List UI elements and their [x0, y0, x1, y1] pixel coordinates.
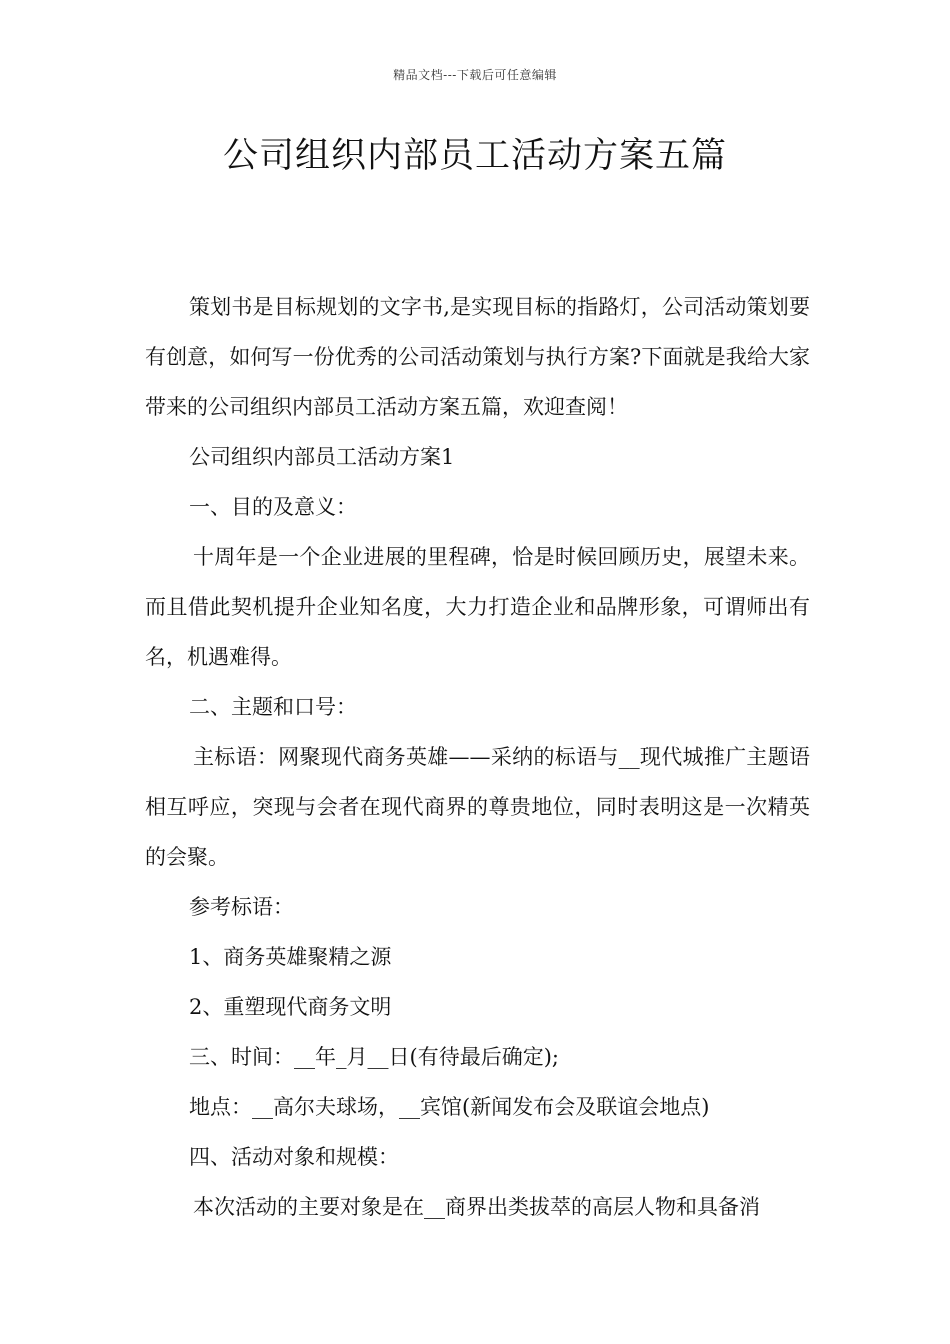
section-heading-plan-1: 公司组织内部员工活动方案1: [189, 445, 455, 469]
slogan-item-1: 1、商务英雄聚精之源: [189, 945, 392, 969]
audience-paragraph: 本次活动的主要对象是在__商界出类拔萃的高层人物和具备消: [193, 1195, 760, 1219]
slogan-item-2: 2、重塑现代商务文明: [189, 995, 392, 1019]
document-title: 公司组织内部员工活动方案五篇: [222, 136, 727, 176]
heading-purpose: 一、目的及意义：: [189, 495, 357, 519]
document-body: [145, 282, 810, 1232]
purpose-paragraph: 十周年是一个企业进展的里程碑，恰是时候回顾历史，展望未来。而且借此契机提升企业知名度，大力打造企业和品牌形象，可谓师出有名，机遇难得。: [145, 545, 810, 669]
header-note: 精品文档---下载后可任意编辑: [393, 68, 557, 82]
intro-paragraph: 策划书是目标规划的文字书,是实现目标的指路灯，公司活动策划要有创意，如何写一份优秀的公司活动策划与执行方案?下面就是我给大家带来的公司组织内部员工活动方案五篇，欢迎查阅！: [145, 295, 810, 419]
reference-slogans-label: 参考标语：: [189, 895, 294, 919]
heading-theme: 二、主题和口号：: [189, 695, 357, 719]
theme-paragraph: 主标语：网聚现代商务英雄——采纳的标语与__现代城推广主题语相互呼应，突现与会者在现代商界的尊贵地位，同时表明这是一次精英的会聚。: [145, 745, 810, 869]
heading-audience: 四、活动对象和规模：: [189, 1145, 399, 1169]
location-line: 地点：__高尔夫球场，__宾馆(新闻发布会及联谊会地点): [189, 1095, 710, 1119]
heading-time: 三、时间：__年_月__日(有待最后确定);: [189, 1045, 559, 1069]
